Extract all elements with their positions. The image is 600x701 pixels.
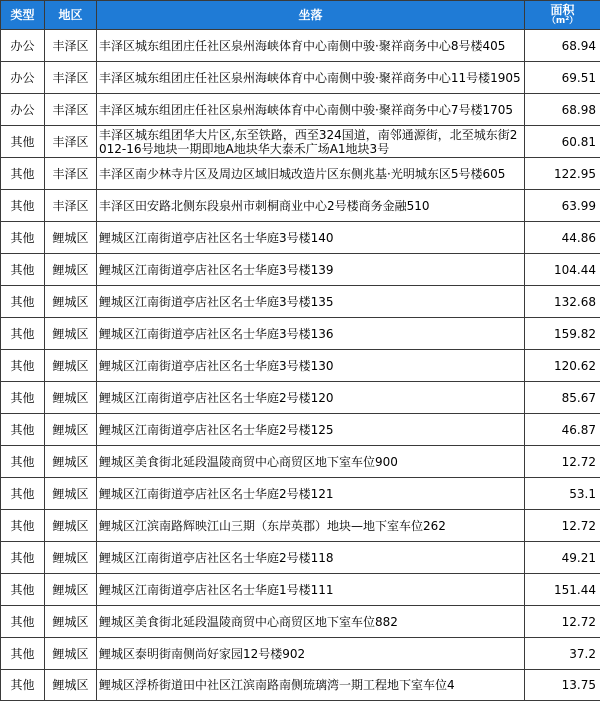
cell-location: 鲤城区江南街道亭店社区名士华庭3号楼135	[97, 286, 525, 318]
cell-size: 104.44	[525, 254, 600, 286]
cell-type: 其他	[1, 382, 45, 414]
cell-size: 60.81	[525, 126, 600, 158]
cell-location: 鲤城区江南街道亭店社区名士华庭3号楼140	[97, 222, 525, 254]
cell-type: 办公	[1, 30, 45, 62]
cell-area: 鲤城区	[45, 222, 97, 254]
cell-location: 鲤城区江南街道亭店社区名士华庭3号楼130	[97, 350, 525, 382]
cell-area: 鲤城区	[45, 638, 97, 670]
cell-location: 丰泽区田安路北侧东段泉州市刺桐商业中心2号楼商务金融510	[97, 190, 525, 222]
table-row	[1, 446, 600, 478]
table-row	[1, 670, 600, 701]
cell-type: 其他	[1, 574, 45, 606]
cell-area: 丰泽区	[45, 94, 97, 126]
table-row	[1, 94, 600, 126]
cell-type: 其他	[1, 158, 45, 190]
table-row	[1, 222, 600, 254]
cell-size: 85.67	[525, 382, 600, 414]
cell-size: 12.72	[525, 446, 600, 478]
cell-size: 122.95	[525, 158, 600, 190]
header-size-unit: （m²）	[525, 16, 600, 26]
table-row	[1, 606, 600, 638]
cell-location: 鲤城区美食街北延段温陵商贸中心商贸区地下室车位900	[97, 446, 525, 478]
cell-area: 鲤城区	[45, 350, 97, 382]
cell-area: 鲤城区	[45, 254, 97, 286]
cell-area: 鲤城区	[45, 318, 97, 350]
cell-type: 其他	[1, 318, 45, 350]
header-row	[1, 1, 600, 30]
cell-location: 鲤城区江南街道亭店社区名士华庭3号楼139	[97, 254, 525, 286]
cell-size: 68.94	[525, 30, 600, 62]
cell-size: 68.98	[525, 94, 600, 126]
cell-type: 其他	[1, 542, 45, 574]
cell-type: 其他	[1, 350, 45, 382]
cell-area: 丰泽区	[45, 126, 97, 158]
cell-size: 159.82	[525, 318, 600, 350]
cell-size: 132.68	[525, 286, 600, 318]
header-size-label: 面积	[550, 3, 574, 17]
cell-size: 46.87	[525, 414, 600, 446]
header-size	[525, 1, 600, 30]
table-row	[1, 414, 600, 446]
cell-type: 其他	[1, 126, 45, 158]
cell-area: 鲤城区	[45, 382, 97, 414]
cell-area: 鲤城区	[45, 478, 97, 510]
cell-area: 鲤城区	[45, 574, 97, 606]
cell-area: 鲤城区	[45, 286, 97, 318]
cell-area: 鲤城区	[45, 670, 97, 701]
cell-type: 其他	[1, 190, 45, 222]
table-row	[1, 254, 600, 286]
cell-location: 鲤城区江南街道亭店社区名士华庭2号楼120	[97, 382, 525, 414]
table-row	[1, 158, 600, 190]
table-row	[1, 542, 600, 574]
cell-area: 丰泽区	[45, 30, 97, 62]
cell-location: 鲤城区江南街道亭店社区名士华庭2号楼125	[97, 414, 525, 446]
table-row	[1, 478, 600, 510]
table-row	[1, 510, 600, 542]
cell-area: 鲤城区	[45, 446, 97, 478]
cell-size: 12.72	[525, 606, 600, 638]
table-row	[1, 30, 600, 62]
cell-size: 69.51	[525, 62, 600, 94]
cell-area: 丰泽区	[45, 62, 97, 94]
table-row	[1, 574, 600, 606]
cell-size: 37.2	[525, 638, 600, 670]
cell-location: 鲤城区江滨南路辉映江山三期（东岸英郡）地块—地下室车位262	[97, 510, 525, 542]
cell-area: 鲤城区	[45, 414, 97, 446]
table-row	[1, 638, 600, 670]
cell-area: 鲤城区	[45, 542, 97, 574]
cell-location: 丰泽区南少林寺片区及周边区域旧城改造片区东侧兆基·光明城东区5号楼605	[97, 158, 525, 190]
cell-size: 12.72	[525, 510, 600, 542]
cell-location: 鲤城区江南街道亭店社区名士华庭2号楼121	[97, 478, 525, 510]
cell-area: 鲤城区	[45, 510, 97, 542]
cell-type: 其他	[1, 222, 45, 254]
table-row	[1, 350, 600, 382]
cell-type: 其他	[1, 254, 45, 286]
cell-type: 其他	[1, 606, 45, 638]
cell-location: 鲤城区江南街道亭店社区名士华庭1号楼111	[97, 574, 525, 606]
cell-area: 鲤城区	[45, 606, 97, 638]
cell-area: 丰泽区	[45, 158, 97, 190]
cell-size: 63.99	[525, 190, 600, 222]
table-row	[1, 318, 600, 350]
cell-size: 53.1	[525, 478, 600, 510]
table-row	[1, 190, 600, 222]
cell-size: 44.86	[525, 222, 600, 254]
table-body	[1, 30, 600, 701]
cell-size: 151.44	[525, 574, 600, 606]
cell-type: 其他	[1, 638, 45, 670]
cell-location: 鲤城区泰明街南侧尚好家园12号楼902	[97, 638, 525, 670]
header-area: 地区	[45, 1, 97, 30]
cell-location: 丰泽区城东组团华大片区,东至铁路，西至324国道，南邻通源街，北至城东街2012-16号地块一期即地A地块华大泰禾广场A1地块3号	[97, 126, 525, 158]
cell-type: 其他	[1, 670, 45, 701]
cell-area: 丰泽区	[45, 190, 97, 222]
cell-size: 13.75	[525, 670, 600, 701]
cell-location: 鲤城区江南街道亭店社区名士华庭2号楼118	[97, 542, 525, 574]
header-type: 类型	[1, 1, 45, 30]
cell-type: 办公	[1, 62, 45, 94]
cell-location: 丰泽区城东组团庄任社区泉州海峡体育中心南侧中骏·聚祥商务中心11号楼1905	[97, 62, 525, 94]
cell-size: 120.62	[525, 350, 600, 382]
cell-type: 办公	[1, 94, 45, 126]
table-row	[1, 62, 600, 94]
cell-location: 鲤城区江南街道亭店社区名士华庭3号楼136	[97, 318, 525, 350]
cell-type: 其他	[1, 414, 45, 446]
cell-type: 其他	[1, 510, 45, 542]
cell-type: 其他	[1, 478, 45, 510]
cell-location: 丰泽区城东组团庄任社区泉州海峡体育中心南侧中骏·聚祥商务中心8号楼405	[97, 30, 525, 62]
cell-size: 49.21	[525, 542, 600, 574]
cell-location: 鲤城区浮桥街道田中社区江滨南路南侧琉璃湾一期工程地下室车位4	[97, 670, 525, 701]
header-location: 坐落	[97, 1, 525, 30]
table-row	[1, 126, 600, 158]
table-row	[1, 286, 600, 318]
table-row	[1, 382, 600, 414]
cell-location: 丰泽区城东组团庄任社区泉州海峡体育中心南侧中骏·聚祥商务中心7号楼1705	[97, 94, 525, 126]
cell-type: 其他	[1, 286, 45, 318]
cell-location: 鲤城区美食街北延段温陵商贸中心商贸区地下室车位882	[97, 606, 525, 638]
cell-type: 其他	[1, 446, 45, 478]
